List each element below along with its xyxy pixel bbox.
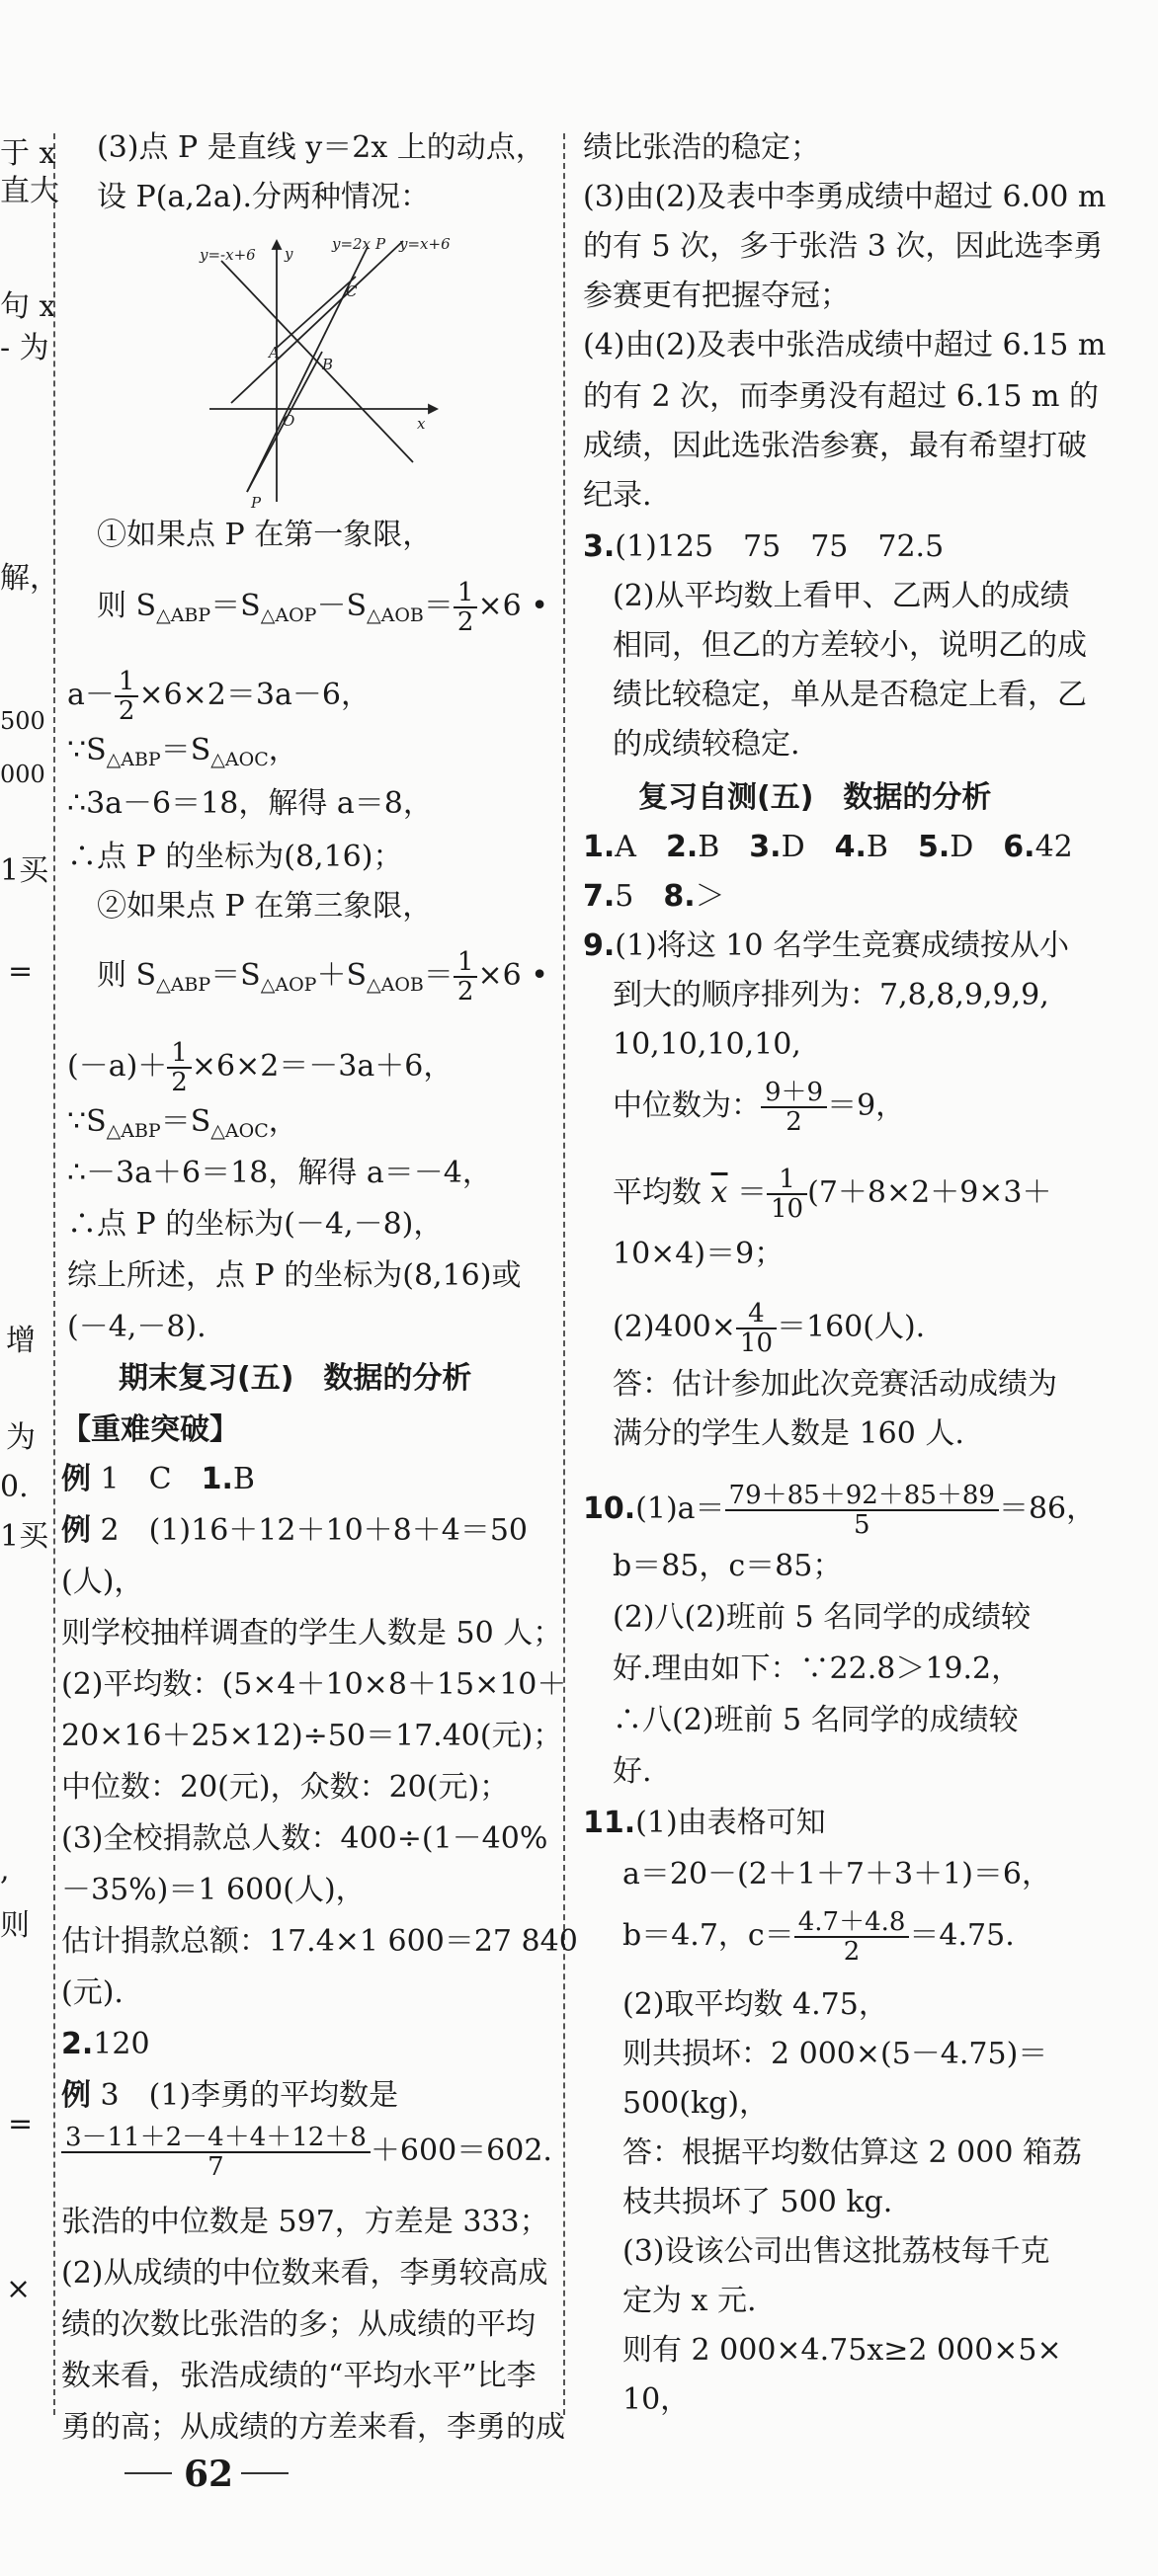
edge-text: 解， — [0, 561, 59, 596]
formula-line: (2)400× $\frac{4}{10}$ ＝160(人). — [613, 1299, 926, 1358]
answer-line: 1.A 2.B 3.D 4.B 5.D 6.42 — [583, 830, 1073, 864]
y-axis-arrow — [273, 241, 281, 249]
formula-line: $\because S_{\triangle ABP}=S_{\triangle AOC}$， — [67, 733, 298, 770]
answer-line: 9.(1)将这 10 名学生竞赛成绩按从小 — [583, 928, 1070, 963]
formula-line: 则 $S_{\triangle ABP}=S_{\triangle AOP}+S_{\triangle AOB}=$ $\frac{1}{2}$ ×6 • — [97, 947, 548, 1006]
text-line: (2)从成绩的中位数来看，李勇较高成 — [61, 2256, 548, 2291]
text-line: 枝共损坏了 500 kg. — [622, 2185, 893, 2219]
edge-text: 1买 — [0, 853, 49, 888]
text-line: 满分的学生人数是 160 人. — [613, 1416, 964, 1451]
formula-line: a－ $\frac{1}{2}$ ×6×2＝3a－6， — [67, 667, 371, 726]
text-line: 答：根据平均数估算这 2 000 箱荔 — [622, 2135, 1082, 2170]
text-line: ∴－3a＋6＝18，解得 a＝－4， — [67, 1156, 492, 1190]
text-line: 10,10,10,10, — [613, 1027, 801, 1062]
label-y: y — [285, 245, 293, 263]
text-line: ②如果点 P 在第三象限， — [97, 889, 433, 924]
text-line: 的有 5 次，多于张浩 3 次，因此选李勇 — [583, 229, 1104, 264]
x-axis-arrow — [429, 405, 437, 413]
text-line: 好. — [613, 1754, 652, 1789]
text-line: 则学校抽样调查的学生人数是 50 人； — [61, 1616, 563, 1650]
text-line: (4)由(2)及表中张浩成绩中超过 6.15 m — [583, 328, 1107, 362]
label-O: O — [283, 412, 295, 430]
formula-line: $\frac{3-11+2-4+4+12+8}{7}$ ＋600＝602. — [61, 2124, 552, 2181]
label-line3: y=x+6 — [399, 235, 451, 253]
edge-text: , — [0, 1853, 10, 1888]
answer-line: 2.120 — [61, 2027, 150, 2061]
formula-line: (－a)＋ $\frac{1}{2}$ ×6×2＝－3a＋6， — [67, 1038, 454, 1097]
text-line: (人)， — [61, 1565, 144, 1599]
text-line: (2)从平均数上看甲、乙两人的成绩 — [613, 579, 1070, 613]
edge-text: 直大 — [0, 174, 59, 208]
edge-text: 1买 — [0, 1519, 49, 1554]
text-line: 张浩的中位数是 597，方差是 333； — [61, 2205, 549, 2239]
edge-text: 句 x — [0, 289, 56, 324]
formula-line: 中位数为： $\frac{9+9}{2}$ ＝9， — [613, 1078, 906, 1137]
answer-line: 11.(1)由表格可知 — [583, 1806, 826, 1840]
label-C: C — [346, 282, 358, 300]
text-line: (－4,－8). — [67, 1310, 207, 1344]
text-line: 估计捐款总额：17.4×1 600＝27 840 — [61, 1924, 578, 1959]
edge-text: 于 x — [0, 136, 56, 171]
edge-text: 则 — [0, 1908, 30, 1943]
page-number-dash — [124, 2472, 172, 2474]
text-line: 参赛更有把握夺冠； — [583, 279, 850, 313]
section-heading: 复习自测(五) 数据的分析 — [638, 780, 992, 815]
text-line: 纪录. — [583, 478, 652, 513]
formula-line: 10.(1)a＝ $\frac{79+85+92+85+89}{5}$ ＝86， — [583, 1481, 1097, 1540]
section-heading: 期末复习(五) 数据的分析 — [119, 1361, 472, 1396]
text-line: b＝85，c＝85； — [613, 1549, 843, 1583]
text-line: ∴点 P 的坐标为(－4,－8)， — [67, 1207, 444, 1242]
text-line: ∴3a－6＝18，解得 a＝8， — [67, 786, 433, 821]
text-line: a＝20－(2＋1＋7＋3＋1)＝6， — [622, 1857, 1051, 1892]
text-line: 绩比张浩的稳定； — [583, 130, 820, 165]
formula-line: 平均数 $\overline{x}$ ＝ $\frac{1}{10}$ (7＋8×2＋9×3＋ — [613, 1165, 1052, 1224]
text-line: 则共损坏：2 000×(5－4.75)＝ — [622, 2037, 1048, 2071]
label-P2: P — [251, 494, 262, 512]
answer-line: 7.5 8.＞ — [583, 879, 725, 914]
text-line: (3)由(2)及表中李勇成绩中超过 6.00 m — [583, 180, 1107, 214]
text-line: 综上所述，点 P 的坐标为(8,16)或 — [67, 1258, 522, 1293]
label-B: B — [322, 356, 334, 373]
text-line: 20×16＋25×12)÷50＝17.40(元)； — [61, 1719, 563, 1753]
segment-AC — [277, 277, 356, 348]
text-line: 绩的次数比张浩的多；从成绩的平均 — [61, 2307, 536, 2342]
label-line2: y=2x — [332, 235, 372, 253]
label-P: P — [375, 235, 386, 253]
text-line: 则有 2 000×4.75x≥2 000×5× — [622, 2333, 1062, 2368]
label-A: A — [269, 344, 280, 362]
text-line: 数来看，张浩成绩的“平均水平”比李 — [61, 2359, 537, 2393]
text-line: 好.理由如下：∵22.8＞19.2， — [613, 1651, 1022, 1686]
text-line: (2)取平均数 4.75， — [622, 1987, 888, 2022]
text-line: (3)全校捐款总人数：400÷(1－40% — [61, 1821, 548, 1856]
text-line: 定为 x 元. — [622, 2284, 757, 2318]
text-line: 的有 2 次，而李勇没有超过 6.15 m 的 — [583, 379, 1100, 414]
text-line: 勇的高；从成绩的方差来看，李勇的成 — [61, 2410, 565, 2445]
line-x-plus-6 — [231, 241, 403, 403]
answer-line: 例 3 (1)李勇的平均数是 — [61, 2078, 399, 2113]
formula-line: b＝4.7，c＝ $\frac{4.7+4.8}{2}$ ＝4.75. — [622, 1907, 1015, 1967]
answer-line: 例 2 (1)16＋12＋10＋8＋4＝50 — [61, 1513, 528, 1548]
formula-line: $\because S_{\triangle ABP}=S_{\triangle AOC}$， — [67, 1104, 298, 1142]
page-number: 62 — [184, 2454, 234, 2495]
edge-text: 500 — [0, 707, 45, 735]
text-line: 答：估计参加此次竞赛活动成绩为 — [613, 1367, 1057, 1402]
text-line: 成绩，因此选张浩参赛，最有希望打破 — [583, 429, 1087, 463]
text-line: (2)平均数：(5×4＋10×8＋15×10＋ — [61, 1667, 567, 1702]
text-line: 10， — [622, 2382, 691, 2417]
text-line: －35%)＝1 600(人)， — [61, 1873, 366, 1907]
edge-text: 为 — [6, 1420, 36, 1455]
text-line: ①如果点 P 在第一象限， — [97, 518, 433, 552]
text-line: ∴点 P 的坐标为(8,16)； — [67, 840, 403, 874]
label-x: x — [417, 415, 426, 433]
label-line1: y=-x+6 — [200, 246, 256, 264]
edge-text: = — [8, 954, 34, 989]
edge-text: 0. — [0, 1470, 29, 1504]
text-line: 到大的顺序排列为：7,8,8,9,9,9, — [613, 978, 1049, 1012]
text-line: (元). — [61, 1975, 124, 2010]
formula-line: 则 $S_{\triangle ABP}=S_{\triangle AOP}-S_{\triangle AOB}=$ $\frac{1}{2}$ ×6 • — [97, 578, 548, 637]
text-line: ∴八(2)班前 5 名同学的成绩较 — [613, 1703, 1019, 1737]
text-line: 中位数：20(元)，众数：20(元)； — [61, 1770, 510, 1805]
column-divider — [53, 133, 55, 2415]
edge-text: 000 — [0, 761, 45, 788]
text-line: 500(kg)， — [622, 2086, 770, 2121]
text-line: 设 P(a,2a).分两种情况： — [97, 180, 431, 214]
edge-text: 增 — [6, 1324, 36, 1358]
coordinate-graph — [194, 225, 451, 512]
answer-line: 3.(1)125 75 75 72.5 — [583, 529, 945, 564]
text-line: (3)点 P 是直线 y＝2x 上的动点， — [97, 130, 545, 165]
page-number-dash — [241, 2472, 289, 2474]
subsection-heading: 【重难突破】 — [61, 1412, 239, 1447]
answer-line: 例 1 C 1.B — [61, 1462, 255, 1496]
text-line: (3)设该公司出售这批荔枝每千克 — [622, 2234, 1050, 2269]
text-line: 相同，但乙的方差较小，说明乙的成 — [613, 628, 1087, 663]
column-divider — [563, 133, 565, 2415]
edge-text: = — [8, 2107, 34, 2141]
text-line: 10×4)＝9； — [613, 1237, 785, 1271]
edge-text: - 为 — [0, 331, 49, 365]
text-line: 的成绩较稳定. — [613, 727, 800, 762]
edge-text: × — [6, 2272, 32, 2306]
text-line: (2)八(2)班前 5 名同学的成绩较 — [613, 1600, 1032, 1635]
text-line: 绩比较稳定，单从是否稳定上看，乙 — [613, 678, 1087, 712]
